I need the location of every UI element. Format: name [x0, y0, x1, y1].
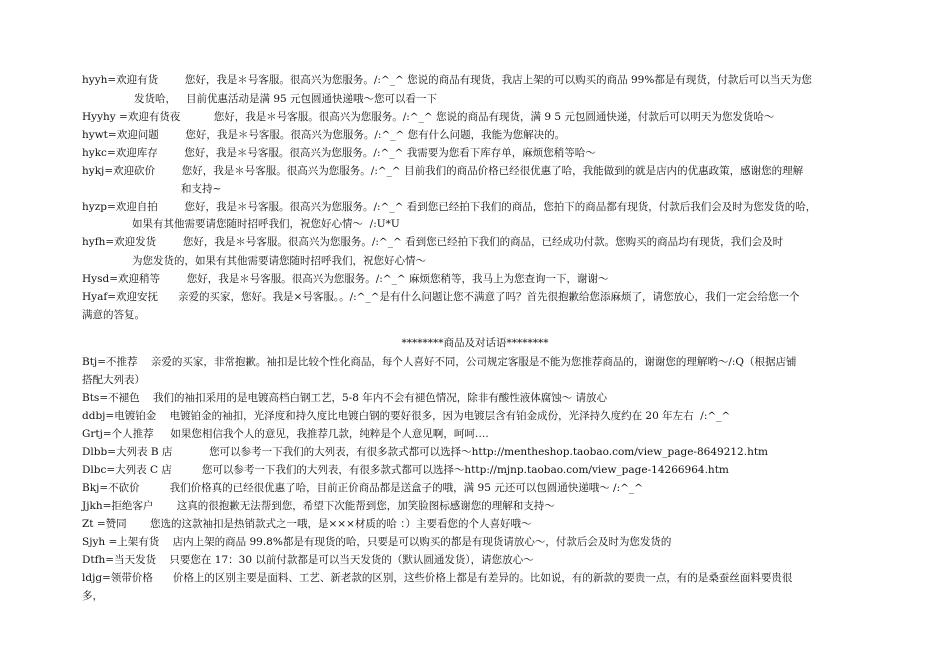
text-line-bts: Bts=不褪色 我们的袖扣采用的是电镀高档白钢工艺，5-8 年内不会有褪色情况，除非有酸性液体腐蚀～ 请放心 [82, 392, 608, 404]
text-line-hyzp: hyzp=欢迎自拍 您好，我是＊号客服。很高兴为您服务。/:^_^ 看到您已经拍下我们的商品，您拍下的商品都有现货，付款后我们会及时为您发货的哈， [82, 201, 817, 213]
text-line-hyfh-cont: 为您发货的，如果有其他需要请您随时招呼我们，祝您好心情～ [132, 255, 426, 267]
text-line-dtfh: Dtfh=当天发货 只要您在 17：30 以前付款都是可以当天发货的（默认圆通发货），请您放心～ [82, 554, 534, 566]
text-line-hykc: hykc=欢迎库存 您好，我是＊号客服。很高兴为您服务。/:^_^ 我需要为您看下库存单，麻烦您稍等哈～ [82, 147, 596, 159]
text-line-btj-cont: 搭配大列表） [82, 374, 145, 386]
text-line-ldjg-cont: 多， [82, 590, 103, 602]
text-line-jjkh: Jjkh=拒绝客户 这真的很抱歉无法帮到您，希望下次能帮到您，加笑脸图标感谢您的理解和支持～ [82, 500, 555, 512]
text-line-hywt: hywt=欢迎问题 您好，我是＊号客服。很高兴为您服务。/:^_^ 您有什么问题，我能为您解决的。 [82, 129, 566, 141]
text-line-btj: Btj=不推荐 亲爱的买家，非常抱歉。袖扣是比较个性化商品，每个人喜好不同，公司规定客服是不能为您推荐商品的，谢谢您的理解哟～/:Q（根据店铺 [82, 356, 797, 368]
text-line-hyfh: hyfh=欢迎发货 您好，我是＊号客服。很高兴为您服务。/:^_^ 看到您已经拍下我们的商品，已经成功付款。您购买的商品均有现货，我们会及时 [82, 236, 784, 248]
text-line-hyaf-cont: 满意的答复。 [82, 309, 145, 321]
text-line-hyaf: Hyaf=欢迎安抚 亲爱的买家，您好。我是×号客服。。/:^_^是有什么问题让您不满意了吗？首先很抱歉给您添麻烦了，请您放心，我们一定会给您一个 [82, 291, 800, 303]
text-line-hyyh-cont: 发货哈， 目前优惠活动是满 95 元包圆通快递哦～您可以看一下 [134, 93, 438, 105]
text-line-zt: Zt =赞同 您选的这款袖扣是热销款式之一哦，是×××材质的哈 ：）主要看您的个人喜好哦～ [82, 518, 532, 530]
text-line-sjyh: Sjyh =上架有货 店内上架的商品 99.8%都是有现货的哈，只要是可以购买的都是有现货请放心～，付款后会及时为您发货的 [82, 536, 672, 548]
text-line-hyyh: hyyh=欢迎有货 您好，我是＊号客服。很高兴为您服务。/:^_^ 您说的商品有现货，我店上架的可以购买的商品 99%都是有现货，付款后可以当天为您 [82, 74, 812, 86]
text-line-hyyhy: Hyyhy =欢迎有货夜 您好，我是＊号客服。很高兴为您服务。/:^_^ 您说的商品有现货，满 9 5 元包圆通快递，付款后可以明天为您发货哈～ [82, 111, 775, 123]
text-line-hykj: hykj=欢迎砍价 您好，我是＊号客服。很高兴为您服务。/:^_^ 目前我们的商品价格已经很优惠了哈，我能做到的就是店内的优惠政策，感谢您的理解 [82, 165, 804, 177]
text-line-hyzp-cont: 如果有其他需要请您随时招呼我们，祝您好心情～ /:U*U [132, 218, 400, 230]
text-line-dlbc: Dlbc=大列表 C 店 您可以参考一下我们的大列表，有很多款式都可以选择～http://mjnp.taobao.com/view_page-14266964.htm [82, 464, 729, 476]
text-line-hykj-cont: 和支持~ [181, 183, 222, 195]
text-line-ddbj: ddbj=电镀铂金 电镀铂金的袖扣，光泽度和持久度比电镀白钢的要好很多，因为电镀层含有铂金成份，光泽持久度约在 20 年左右 /:^_^ [82, 410, 731, 422]
text-line-grtj: Grtj=个人推荐 如果您相信我个人的意见，我推荐几款，纯粹是个人意见啊，呵呵…. [82, 428, 489, 440]
text-line-hysd: Hysd=欢迎稍等 您好，我是＊号客服。很高兴为您服务。/:^_^ 麻烦您稍等，我马上为您查询一下，谢谢～ [82, 273, 609, 285]
section-heading: ********商品及对话语******** [401, 337, 549, 349]
text-line-ldjg: ldjg=领带价格 价格上的区别主要是面料、工艺、新老款的区别，这些价格上都是有差异的。比如说，有的新款的要贵一点，有的是桑蚕丝面料要贵很 [82, 572, 793, 584]
text-line-bkj: Bkj=不砍价 我们价格真的已经很优惠了哈，目前正价商品都是送盒子的哦，满 95 元还可以包圆通快递哦～ /:^_^ [82, 482, 643, 494]
text-line-dlbb: Dlbb=大列表 B 店 您可以参考一下我们的大列表，有很多款式都可以选择～http://mentheshop.taobao.com/view_page-8649212.htm [82, 446, 769, 458]
